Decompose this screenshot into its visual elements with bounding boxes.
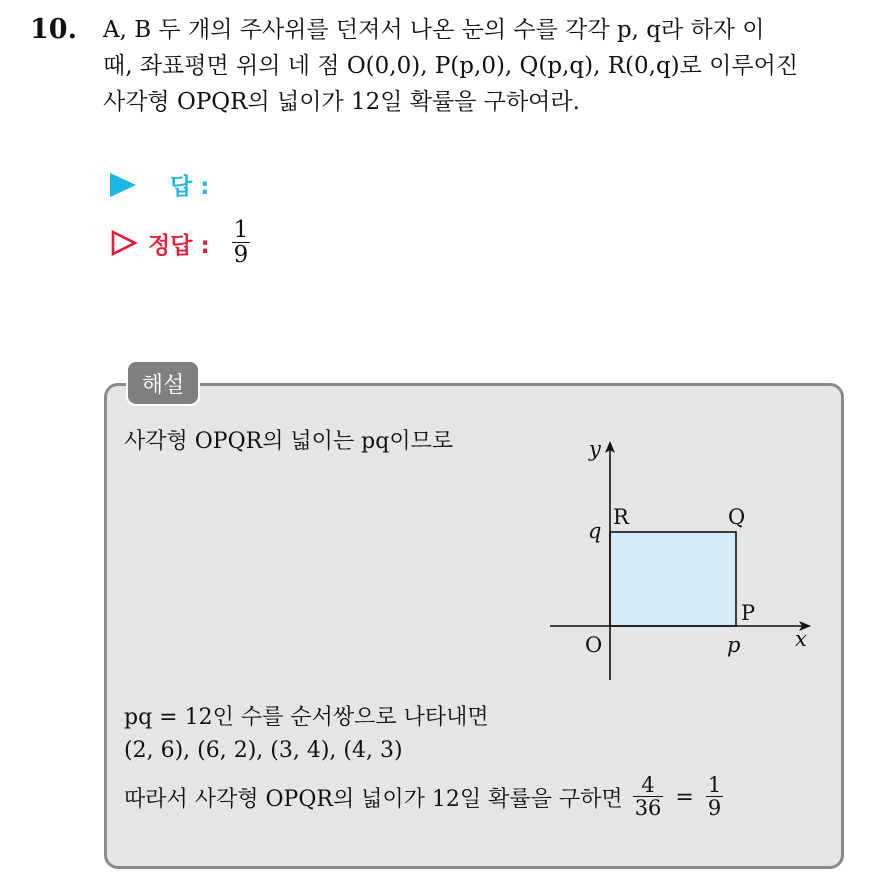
filled-triangle-icon xyxy=(110,173,136,197)
fraction-denominator: 9 xyxy=(233,242,249,269)
correct-answer-row xyxy=(110,218,250,268)
y-axis-label: y xyxy=(589,437,601,461)
rectangle-opqr xyxy=(610,532,736,626)
q-axis-label: q xyxy=(588,519,602,543)
answer-label: 답 : xyxy=(170,174,210,200)
x-axis-label: x xyxy=(795,627,807,651)
solution-tag: 해설 xyxy=(128,362,198,404)
solution-fraction-1-9 xyxy=(706,774,723,820)
fraction-denominator: 36 xyxy=(634,796,662,821)
problem-line-3: 사각형 OPQR의 넓이가 12일 확률을 구하여라. xyxy=(103,89,580,115)
problem-line-2: 때, 좌표평면 위의 네 점 O(0,0), P(p,0), Q(p,q), R(0,q)로 이루어진 xyxy=(103,53,799,79)
solution-line-4-text: 따라서 사각형 OPQR의 넓이가 12일 확률을 구하면 xyxy=(124,786,623,812)
point-r-label: R xyxy=(613,505,629,529)
outline-triangle-icon xyxy=(110,229,138,257)
point-q-label: Q xyxy=(728,505,746,529)
correct-answer-fraction xyxy=(232,218,251,268)
fraction-denominator: 9 xyxy=(707,796,722,821)
solution-line-4 xyxy=(124,774,727,820)
point-p-label: P xyxy=(741,601,756,625)
fraction-numerator: 4 xyxy=(641,773,655,797)
solution-fraction-4-36 xyxy=(633,774,664,820)
solution-line-1: 사각형 OPQR의 넓이는 pq이므로 xyxy=(124,429,454,454)
problem-number: 10. xyxy=(30,14,77,45)
origin-label: O xyxy=(585,633,603,657)
solution-line-3: (2, 6), (6, 2), (3, 4), (4, 3) xyxy=(124,738,403,763)
solution-line-2: pq = 12인 수를 순서쌍으로 나타내면 xyxy=(124,705,489,730)
fraction-numerator: 1 xyxy=(707,773,722,797)
problem-line-1: A, B 두 개의 주사위를 던져서 나온 눈의 수를 각각 p, q라 하자 이 xyxy=(103,17,765,43)
answer-row xyxy=(110,168,209,201)
p-axis-label: p xyxy=(727,633,741,657)
problem-statement xyxy=(103,12,863,120)
correct-answer-label: 정답 : xyxy=(148,232,210,259)
fraction-numerator: 1 xyxy=(233,217,249,243)
coordinate-graph xyxy=(545,430,820,685)
equals-sign: = xyxy=(675,784,694,810)
